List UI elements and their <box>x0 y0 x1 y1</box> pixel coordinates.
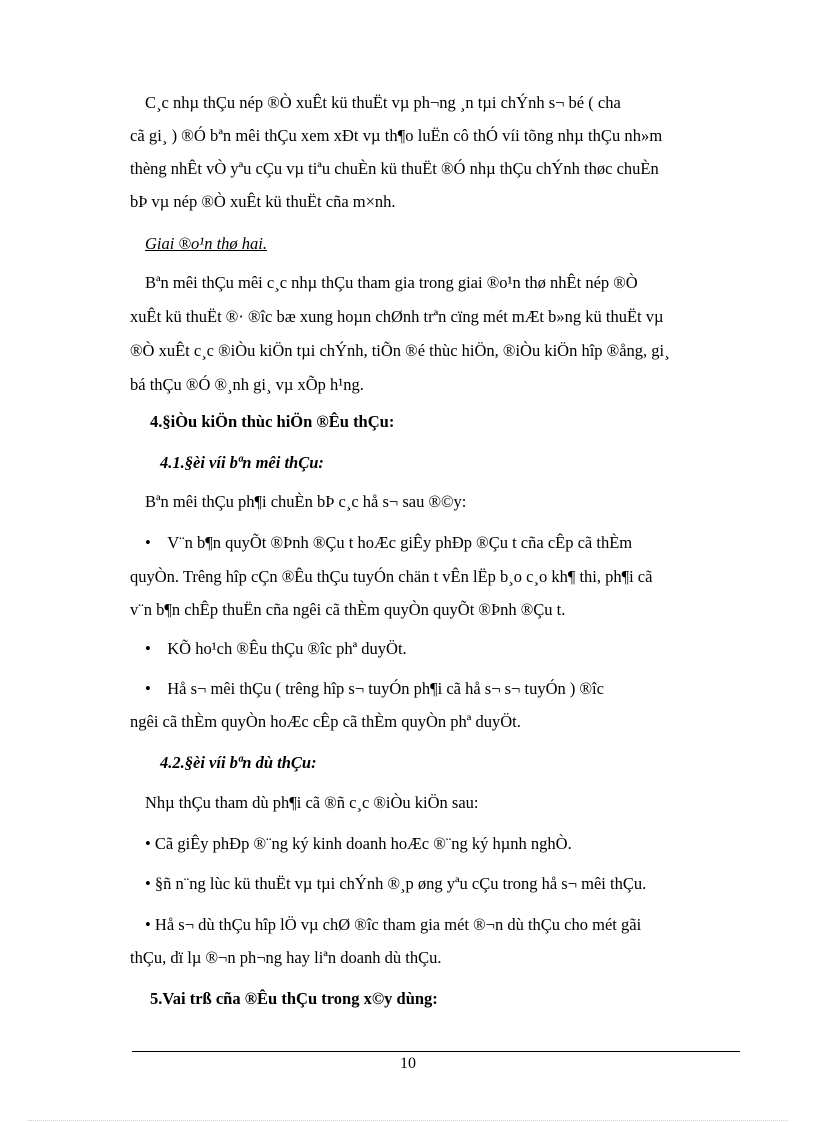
bullet-line <box>145 874 646 894</box>
text-line: quyÒn. Trêng hîp cÇn ®Êu thÇu tuyÓn chän t vÊn lËp b¸o c¸o kh¶ thi, ph¶i cã <box>130 567 653 586</box>
bullet-line <box>145 834 572 854</box>
text-line: Hå s¬ dù thÇu hîp lÖ vµ chØ ®îc tham gia mét ®¬n dù thÇu cho mét gãi <box>154 915 642 934</box>
bullet-marker: • <box>145 915 151 934</box>
page-number: 10 <box>400 1055 416 1072</box>
heading-text: 4.§iÒu kiÖn thùc hiÖn ®Êu thÇu: <box>150 412 395 431</box>
heading-text: 5.Vai trß cña ®Êu thÇu trong x©y dùng: <box>150 989 438 1008</box>
text-line: Nhµ thÇu tham dù ph¶i cã ®ñ c¸c ®iÒu kiÖn sau: <box>145 793 479 812</box>
bullet-marker: • <box>145 834 151 853</box>
text-line: v¨n b¶n chÊp thuËn cña ngêi cã thÈm quyÒn quyÕt ®Þnh ®Çu t. <box>130 600 566 619</box>
bullet-line <box>145 533 632 553</box>
text-line: ngêi cã thÈm quyÒn hoÆc cÊp cã thÈm quyÒn phª duyÖt. <box>130 712 521 731</box>
bullet-marker: • <box>145 679 151 698</box>
text-line: bá thÇu ®Ó ®¸nh gi¸ vµ xÕp h¹ng. <box>130 375 364 394</box>
text-line: Bªn mêi thÇu ph¶i chuÈn bÞ c¸c hå s¬ sau ®©y: <box>145 492 467 511</box>
text-line: cã gi¸ ) ®Ó bªn mêi thÇu xem xÐt vµ th¶o luËn cô thÓ víi tõng nhµ thÇu nh»m <box>130 126 663 145</box>
heading-text: 4.2.§èi víi bªn dù thÇu: <box>160 753 317 772</box>
text-line: bÞ vµ nép ®Ò xuÊt kü thuËt cña m×nh. <box>130 192 396 211</box>
text-line: V¨n b¶n quyÕt ®Þnh ®Çu t hoÆc giÊy phÐp ®Çu t cña cÊp cã thÈm <box>167 533 633 552</box>
text-line: thÇu, dï lµ ®¬n ph¬ng hay liªn doanh dù thÇu. <box>130 948 442 967</box>
bullet-marker: • <box>145 533 151 552</box>
text-line: C¸c nhµ thÇu nép ®Ò xuÊt kü thuËt vµ ph¬ng ¸n tµi chÝnh s¬ bé ( cha <box>145 93 621 112</box>
text-line: KÕ ho¹ch ®Êu thÇu ®îc phª duyÖt. <box>167 639 407 658</box>
text-line: ®Ò xuÊt c¸c ®iÒu kiÖn tµi chÝnh, tiÕn ®é thùc hiÖn, ®iÒu kiÖn hîp ®ång, gi¸ <box>130 341 670 360</box>
heading-text: 4.1.§èi víi bªn mêi thÇu: <box>160 453 324 472</box>
text-line: thèng nhÊt vÒ yªu cÇu vµ tiªu chuÈn kü thuËt ®Ó nhµ thÇu chÝnh thøc chuÈn <box>130 159 659 178</box>
footer-rule <box>132 1051 740 1052</box>
bullet-line <box>145 915 641 935</box>
text-line: §ñ n¨ng lùc kü thuËt vµ tµi chÝnh ®¸p øng yªu cÇu trong hå s¬ mêi thÇu. <box>154 874 647 893</box>
subtitle-text: Giai ®o¹n thø hai. <box>145 234 267 253</box>
page-edge-divider <box>28 1120 788 1121</box>
bullet-marker: • <box>145 639 151 658</box>
text-line: Hå s¬ mêi thÇu ( trêng hîp s¬ tuyÓn ph¶i cã hå s¬ s¬ tuyÓn ) ®îc <box>167 679 604 698</box>
text-line: xuÊt kü thuËt ®· ®îc bæ xung hoµn chØnh trªn cïng mét mÆt b»ng kü thuËt vµ <box>130 307 664 326</box>
bullet-marker: • <box>145 874 151 893</box>
text-line: Bªn mêi thÇu mêi c¸c nhµ thÇu tham gia trong giai ®o¹n thø nhÊt nép ®Ò <box>145 273 638 292</box>
bullet-line <box>145 679 604 699</box>
bullet-line <box>145 639 407 659</box>
text-line: Cã giÊy phÐp ®¨ng ký kinh doanh hoÆc ®¨ng ký hµnh nghÒ. <box>154 834 572 853</box>
